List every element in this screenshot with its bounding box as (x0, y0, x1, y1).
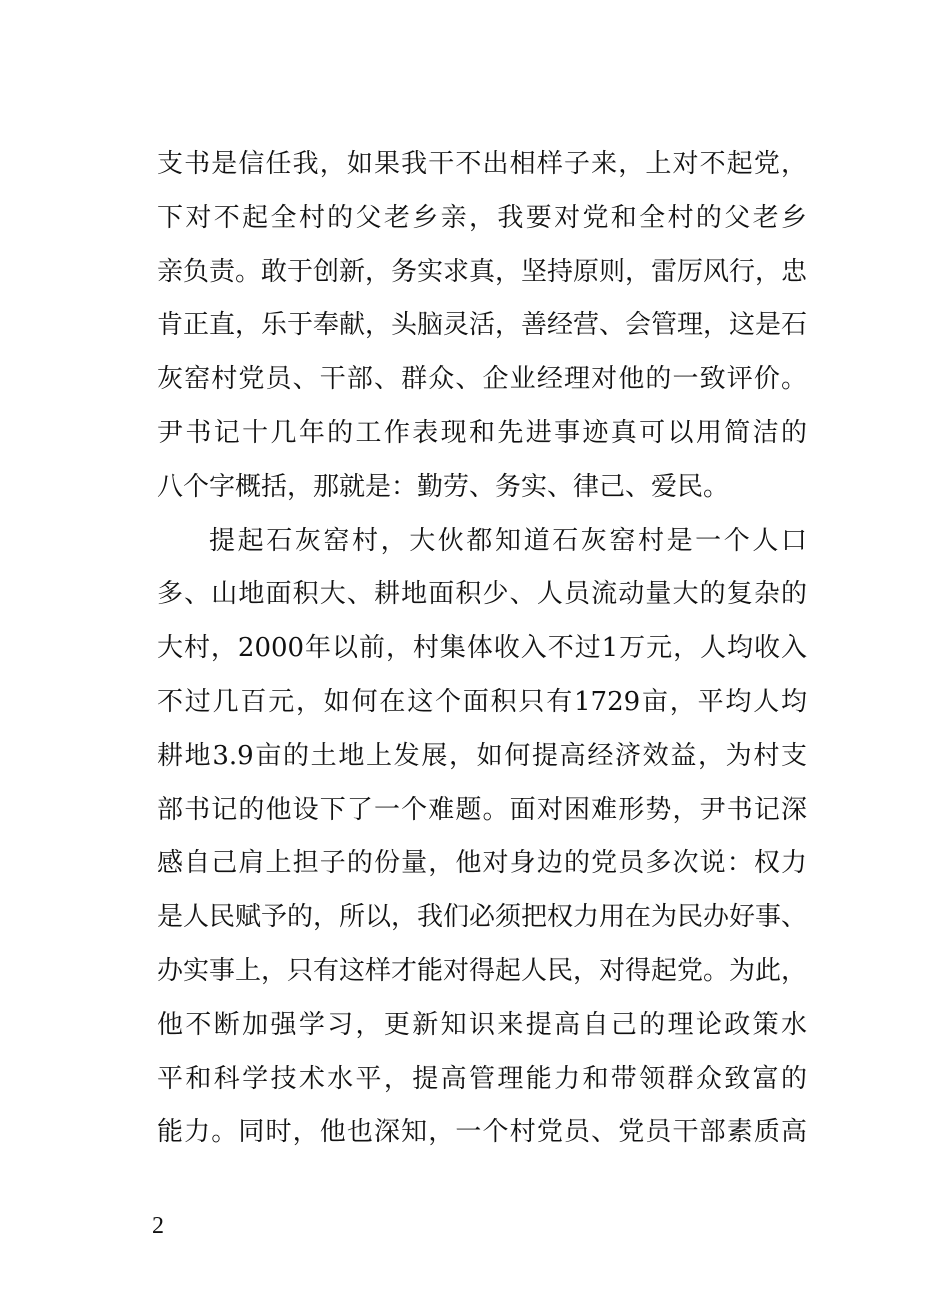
text-line: 部书记的他设下了一个难题。面对困难形势，尹书记深 (157, 794, 807, 825)
text-line: 他不断加强学习，更新知识来提高自己的理论政策水 (157, 1009, 807, 1040)
text-line: 八个字概括，那就是：勤劳、务实、律己、爱民。 (157, 471, 730, 502)
text-line: 耕地3.9亩的土地上发展，如何提高经济效益，为村支 (157, 740, 807, 771)
body-text (157, 138, 807, 1160)
text-line: 亲负责。敢于创新，务实求真，坚持原则，雷厉风行，忠 (157, 256, 808, 287)
text-line: 办实事上，只有这样才能对得起人民，对得起党。为此， (157, 955, 808, 986)
text-line: 多、山地面积大、耕地面积少、人员流动量大的复杂的 (157, 579, 807, 610)
text-line: 支书是信任我，如果我干不出相样子来，上对不起党， (157, 149, 807, 179)
text-line: 肯正直，乐于奉献，头脑灵活，善经营、会管理，这是石 (157, 310, 808, 341)
page-number: 2 (152, 1213, 164, 1239)
text-line: 大村，2000年以前，村集体收入不过1万元，人均收入 (157, 633, 807, 664)
text-line: 下对不起全村的父老乡亲，我要对党和全村的父老乡 (157, 202, 807, 233)
text-line: 能力。同时，他也深知，一个村党员、党员干部素质高 (157, 1117, 807, 1148)
text-line: 不过几百元，如何在这个面积只有1729亩，平均人均 (157, 686, 807, 717)
text-line: 尹书记十几年的工作表现和先进事迹真可以用简洁的 (157, 417, 807, 448)
text-line: 是人民赋予的，所以，我们必须把权力用在为民办好事、 (157, 902, 808, 933)
text-line: 感自己肩上担子的份量，他对身边的党员多次说：权力 (157, 848, 807, 879)
text-line: 提起石灰窑村，大伙都知道石灰窑村是一个人口 (209, 525, 807, 556)
text-line: 平和科学技术水平，提高管理能力和带领群众致富的 (157, 1063, 807, 1094)
text-line: 灰窑村党员、干部、群众、企业经理对他的一致评价。 (157, 364, 807, 395)
